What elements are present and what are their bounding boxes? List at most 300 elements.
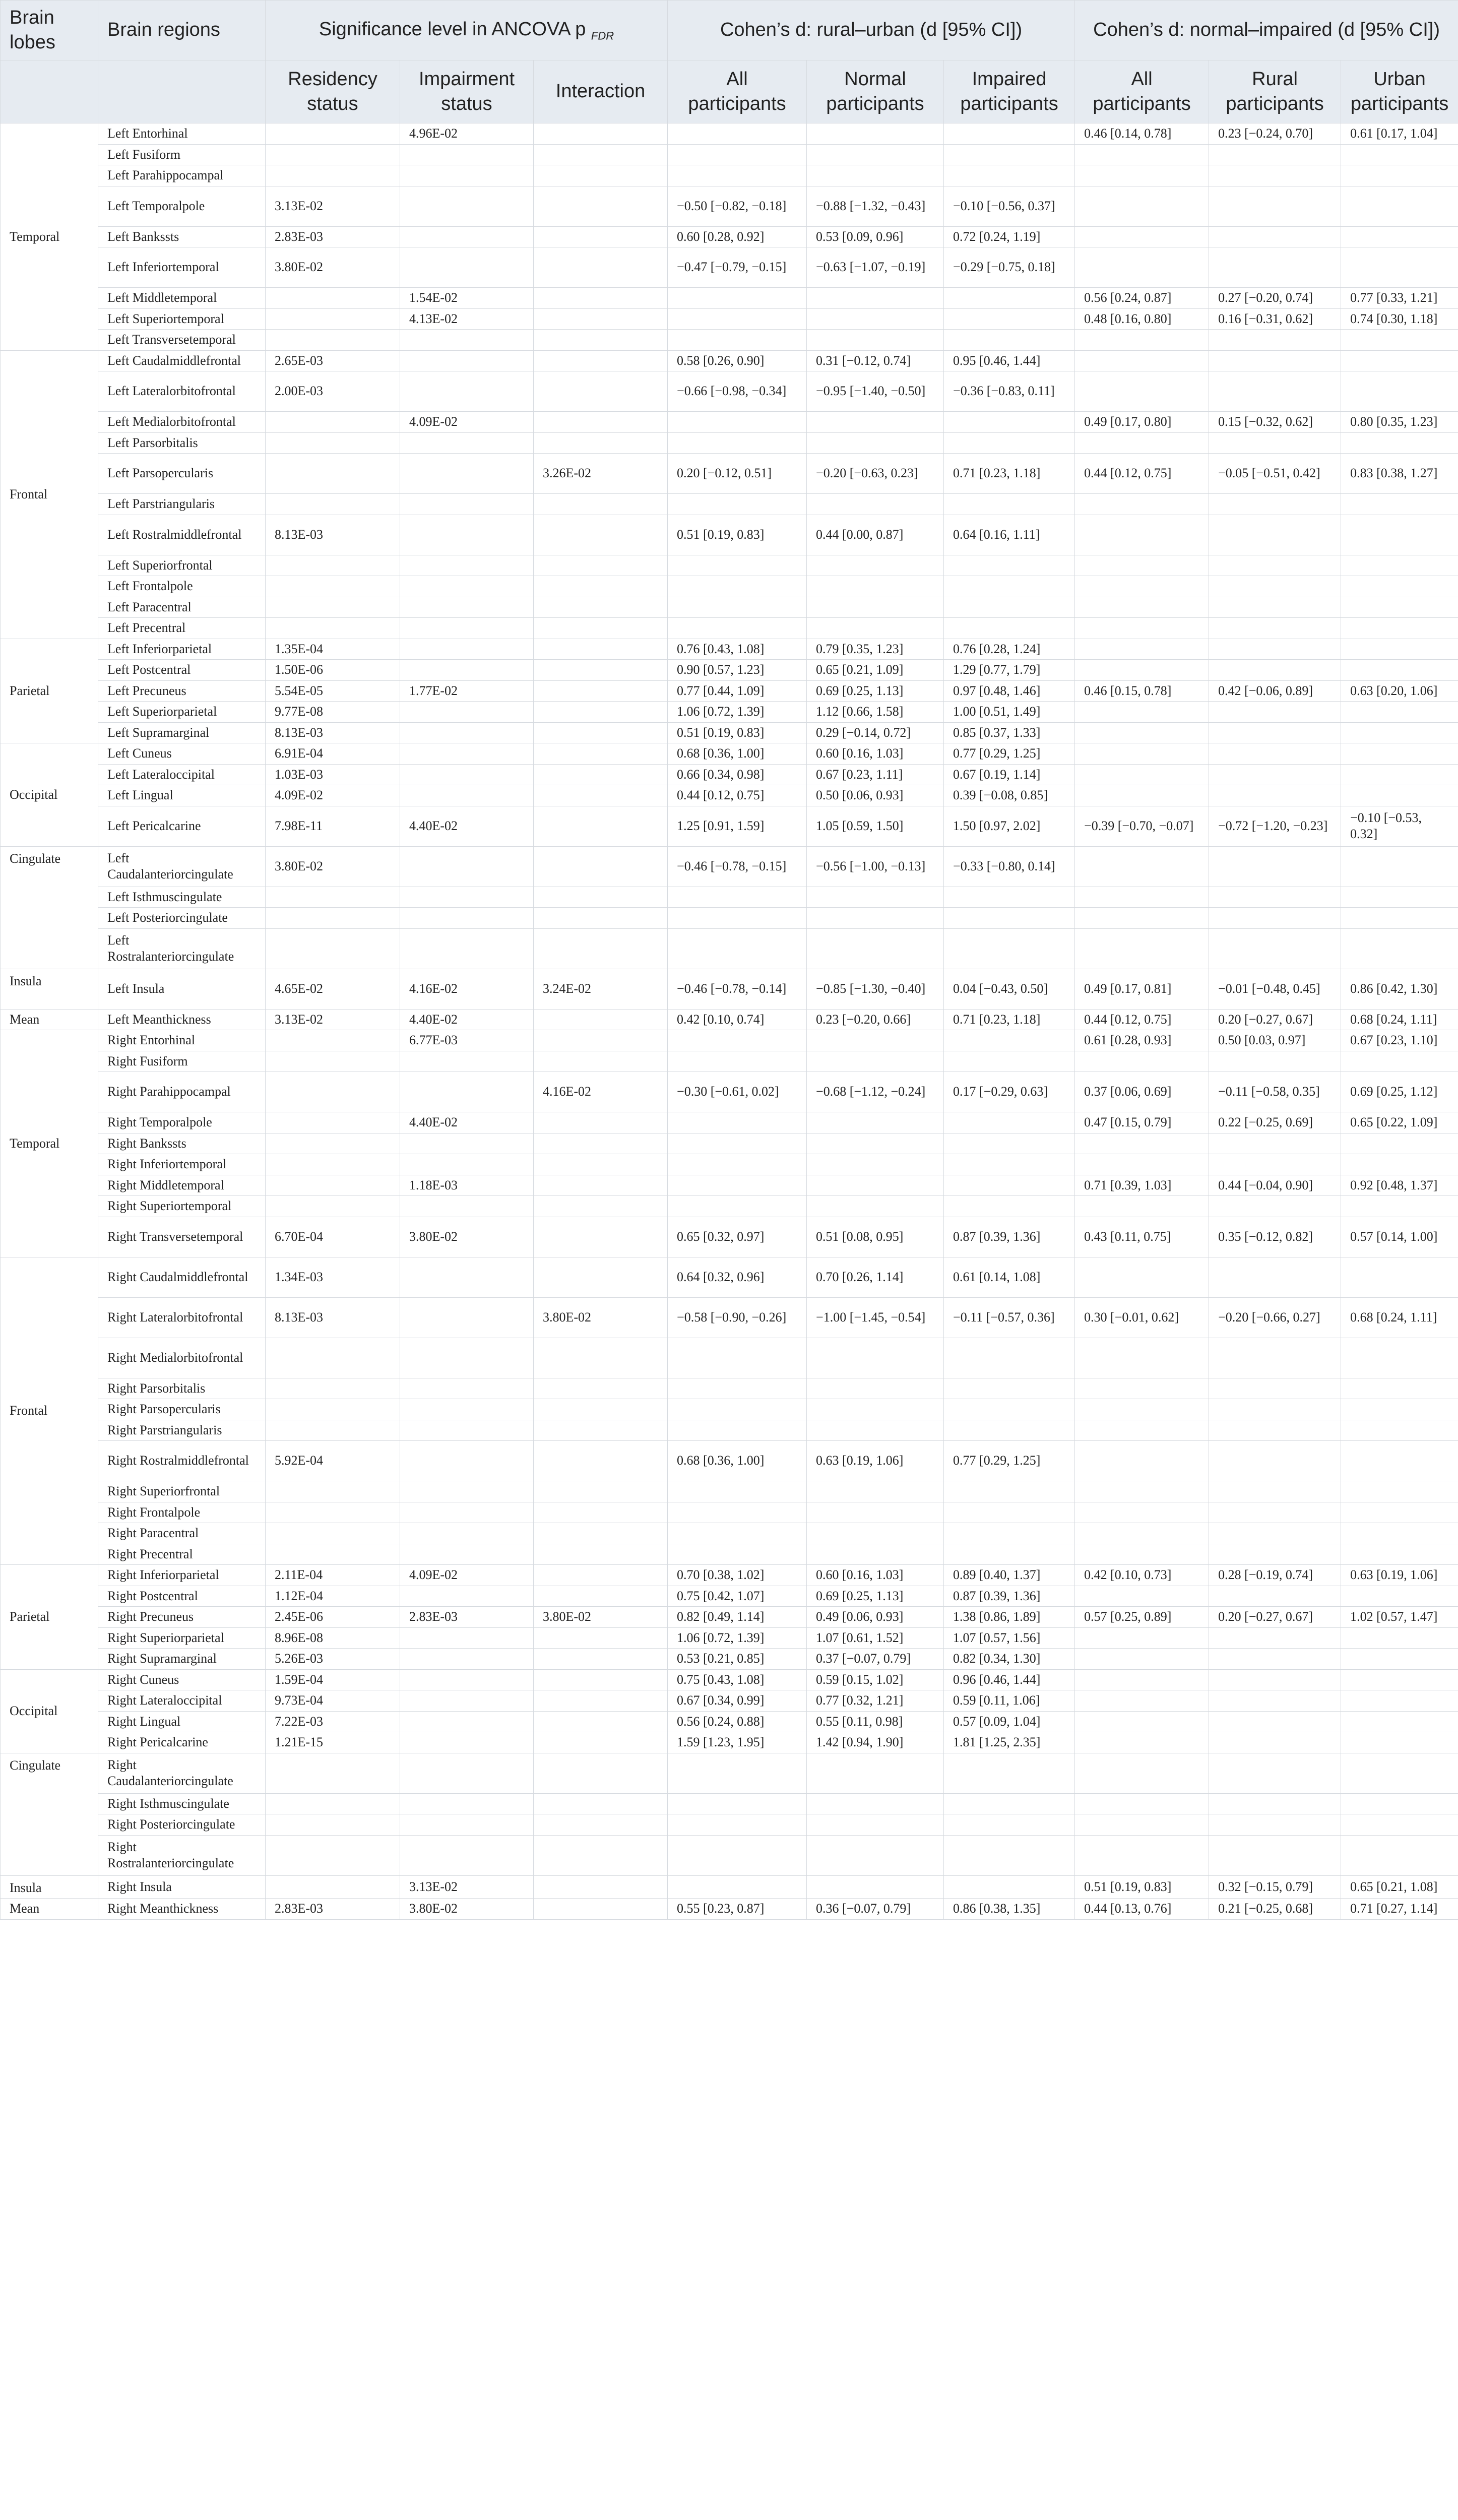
interaction-cell xyxy=(534,1399,668,1420)
all-normal-impaired-cell xyxy=(1075,702,1209,723)
rural-cell xyxy=(1209,722,1341,743)
interaction-cell: 3.80E-02 xyxy=(534,1607,668,1628)
impairment-cell: 4.09E-02 xyxy=(400,412,534,433)
all-rural-urban-cell xyxy=(668,1030,807,1051)
all-normal-impaired-cell xyxy=(1075,576,1209,597)
rural-cell: 0.15 [−0.32, 0.62] xyxy=(1209,412,1341,433)
urban-cell xyxy=(1341,494,1458,515)
all-rural-urban-cell: 0.68 [0.36, 1.00] xyxy=(668,743,807,765)
impairment-cell xyxy=(400,1378,534,1399)
region-cell: Right Isthmuscingulate xyxy=(98,1793,266,1814)
table-row xyxy=(1,1133,1458,1154)
residency-cell xyxy=(266,1481,400,1502)
normal-cell: −0.56 [−1.00, −0.13] xyxy=(807,846,944,887)
rural-cell xyxy=(1209,846,1341,887)
all-normal-impaired-cell xyxy=(1075,743,1209,765)
interaction-cell xyxy=(534,1338,668,1378)
lobe-cell: Occipital xyxy=(1,743,98,847)
table-row xyxy=(1,639,1458,660)
urban-cell xyxy=(1341,350,1458,371)
all-normal-impaired-cell xyxy=(1075,1133,1209,1154)
rural-cell xyxy=(1209,1154,1341,1175)
all-rural-urban-cell: −0.66 [−0.98, −0.34] xyxy=(668,371,807,412)
impaired-cell xyxy=(944,494,1075,515)
urban-cell xyxy=(1341,702,1458,723)
urban-cell: 0.69 [0.25, 1.12] xyxy=(1341,1072,1458,1112)
residency-cell xyxy=(266,454,400,494)
interaction-cell xyxy=(534,1502,668,1523)
region-cell: Right Transversetemporal xyxy=(98,1217,266,1257)
all-normal-impaired-cell: 0.48 [0.16, 0.80] xyxy=(1075,308,1209,330)
rural-cell xyxy=(1209,764,1341,785)
all-normal-impaired-cell xyxy=(1075,1378,1209,1399)
impaired-cell xyxy=(944,1175,1075,1196)
residency-cell: 2.83E-03 xyxy=(266,226,400,247)
region-cell: Left Postcentral xyxy=(98,660,266,681)
impaired-cell xyxy=(944,432,1075,454)
urban-cell: 0.71 [0.27, 1.14] xyxy=(1341,1899,1458,1920)
normal-cell: 0.50 [0.06, 0.93] xyxy=(807,785,944,806)
impairment-cell xyxy=(400,722,534,743)
table-row xyxy=(1,515,1458,555)
all-normal-impaired-cell xyxy=(1075,639,1209,660)
normal-cell: 0.51 [0.08, 0.95] xyxy=(807,1217,944,1257)
all-rural-urban-cell xyxy=(668,308,807,330)
rural-cell xyxy=(1209,928,1341,969)
region-cell: Left Inferiorparietal xyxy=(98,639,266,660)
impaired-cell: 0.95 [0.46, 1.44] xyxy=(944,350,1075,371)
residency-cell xyxy=(266,412,400,433)
region-cell: Right Caudalmiddlefrontal xyxy=(98,1257,266,1297)
all-rural-urban-cell xyxy=(668,494,807,515)
rural-cell xyxy=(1209,743,1341,765)
impaired-cell: 0.59 [0.11, 1.06] xyxy=(944,1690,1075,1712)
region-cell: Left Fusiform xyxy=(98,144,266,165)
impairment-cell: 3.80E-02 xyxy=(400,1899,534,1920)
interaction-cell xyxy=(534,764,668,785)
impairment-cell xyxy=(400,1051,534,1072)
table-row xyxy=(1,1257,1458,1297)
urban-cell: 0.61 [0.17, 1.04] xyxy=(1341,123,1458,145)
impairment-cell: 1.54E-02 xyxy=(400,288,534,309)
interaction-cell xyxy=(534,412,668,433)
region-cell: Right Supramarginal xyxy=(98,1649,266,1670)
rural-cell xyxy=(1209,186,1341,226)
impairment-cell xyxy=(400,1835,534,1875)
table-row xyxy=(1,1814,1458,1836)
impaired-cell: −0.10 [−0.56, 0.37] xyxy=(944,186,1075,226)
impaired-cell: 0.97 [0.48, 1.46] xyxy=(944,680,1075,702)
normal-cell xyxy=(807,165,944,186)
region-cell: Right Cuneus xyxy=(98,1669,266,1690)
all-rural-urban-cell: 0.58 [0.26, 0.90] xyxy=(668,350,807,371)
impaired-cell xyxy=(944,887,1075,908)
rural-cell xyxy=(1209,350,1341,371)
table-row xyxy=(1,165,1458,186)
impaired-cell xyxy=(944,1133,1075,1154)
interaction-cell xyxy=(534,887,668,908)
region-cell: Left Supramarginal xyxy=(98,722,266,743)
normal-cell: 0.60 [0.16, 1.03] xyxy=(807,743,944,765)
urban-cell: 0.63 [0.19, 1.06] xyxy=(1341,1565,1458,1586)
impairment-cell xyxy=(400,1711,534,1732)
all-rural-urban-cell xyxy=(668,1399,807,1420)
normal-cell: 0.77 [0.32, 1.21] xyxy=(807,1690,944,1712)
all-rural-urban-cell xyxy=(668,1481,807,1502)
table-row xyxy=(1,1154,1458,1175)
table-row xyxy=(1,1565,1458,1586)
impaired-cell xyxy=(944,1338,1075,1378)
urban-cell xyxy=(1341,639,1458,660)
interaction-cell: 4.16E-02 xyxy=(534,1072,668,1112)
region-cell: Left Inferiortemporal xyxy=(98,247,266,288)
lobe-cell: Parietal xyxy=(1,1565,98,1670)
all-rural-urban-cell xyxy=(668,330,807,351)
normal-cell: 0.63 [0.19, 1.06] xyxy=(807,1441,944,1481)
residency-cell: 1.12E-04 xyxy=(266,1586,400,1607)
impairment-cell: 6.77E-03 xyxy=(400,1030,534,1051)
table-row xyxy=(1,1607,1458,1628)
all-rural-urban-cell xyxy=(668,576,807,597)
residency-cell: 2.00E-03 xyxy=(266,371,400,412)
urban-cell xyxy=(1341,165,1458,186)
rural-cell xyxy=(1209,597,1341,618)
all-normal-impaired-cell xyxy=(1075,1502,1209,1523)
region-cell: Left Frontalpole xyxy=(98,576,266,597)
all-rural-urban-cell xyxy=(668,412,807,433)
table-row xyxy=(1,1009,1458,1030)
normal-cell xyxy=(807,1544,944,1565)
all-normal-impaired-cell xyxy=(1075,1793,1209,1814)
residency-cell xyxy=(266,1154,400,1175)
rural-cell xyxy=(1209,1835,1341,1875)
all-rural-urban-cell: 1.25 [0.91, 1.59] xyxy=(668,806,807,846)
impairment-cell xyxy=(400,432,534,454)
table-row xyxy=(1,702,1458,723)
header-residency: Residency status xyxy=(266,60,400,123)
normal-cell xyxy=(807,1154,944,1175)
urban-cell xyxy=(1341,660,1458,681)
normal-cell: 0.60 [0.16, 1.03] xyxy=(807,1565,944,1586)
all-normal-impaired-cell xyxy=(1075,1154,1209,1175)
normal-cell: 0.31 [−0.12, 0.74] xyxy=(807,350,944,371)
urban-cell xyxy=(1341,1669,1458,1690)
interaction-cell xyxy=(534,1175,668,1196)
impaired-cell: 0.77 [0.29, 1.25] xyxy=(944,743,1075,765)
urban-cell xyxy=(1341,1133,1458,1154)
all-normal-impaired-cell xyxy=(1075,1814,1209,1836)
urban-cell xyxy=(1341,743,1458,765)
all-normal-impaired-cell: 0.37 [0.06, 0.69] xyxy=(1075,1072,1209,1112)
residency-cell xyxy=(266,1051,400,1072)
impaired-cell: 0.67 [0.19, 1.14] xyxy=(944,764,1075,785)
all-normal-impaired-cell: 0.56 [0.24, 0.87] xyxy=(1075,288,1209,309)
interaction-cell xyxy=(534,123,668,145)
normal-cell xyxy=(807,597,944,618)
normal-cell xyxy=(807,123,944,145)
residency-cell: 4.09E-02 xyxy=(266,785,400,806)
region-cell: Left Middletemporal xyxy=(98,288,266,309)
interaction-cell xyxy=(534,1523,668,1544)
all-normal-impaired-cell xyxy=(1075,186,1209,226)
impairment-cell xyxy=(400,144,534,165)
impaired-cell: 0.89 [0.40, 1.37] xyxy=(944,1565,1075,1586)
impairment-cell xyxy=(400,887,534,908)
region-cell: Left Medialorbitofrontal xyxy=(98,412,266,433)
urban-cell: 0.68 [0.24, 1.11] xyxy=(1341,1297,1458,1338)
impaired-cell: 1.38 [0.86, 1.89] xyxy=(944,1607,1075,1628)
all-rural-urban-cell: 1.59 [1.23, 1.95] xyxy=(668,1732,807,1753)
table-row xyxy=(1,288,1458,309)
all-normal-impaired-cell: 0.30 [−0.01, 0.62] xyxy=(1075,1297,1209,1338)
region-cell: Right Superiorparietal xyxy=(98,1627,266,1649)
all-rural-urban-cell xyxy=(668,618,807,639)
normal-cell: 1.12 [0.66, 1.58] xyxy=(807,702,944,723)
interaction-cell xyxy=(534,785,668,806)
residency-cell: 3.80E-02 xyxy=(266,247,400,288)
impairment-cell xyxy=(400,1441,534,1481)
impaired-cell xyxy=(944,1753,1075,1793)
impairment-cell xyxy=(400,1297,534,1338)
normal-cell xyxy=(807,412,944,433)
table-row xyxy=(1,887,1458,908)
interaction-cell xyxy=(534,1420,668,1441)
normal-cell xyxy=(807,330,944,351)
residency-cell xyxy=(266,1875,400,1899)
rural-cell xyxy=(1209,1338,1341,1378)
residency-cell xyxy=(266,1399,400,1420)
region-cell: Right Superiortemporal xyxy=(98,1196,266,1217)
urban-cell xyxy=(1341,1051,1458,1072)
region-cell: Left Insula xyxy=(98,969,266,1009)
table-row xyxy=(1,1899,1458,1920)
impaired-cell xyxy=(944,1112,1075,1133)
all-rural-urban-cell: 0.90 [0.57, 1.23] xyxy=(668,660,807,681)
region-cell: Right Insula xyxy=(98,1875,266,1899)
impairment-cell xyxy=(400,1154,534,1175)
header-brain-regions: Brain regions xyxy=(98,1,266,60)
urban-cell xyxy=(1341,1196,1458,1217)
urban-cell xyxy=(1341,722,1458,743)
rural-cell xyxy=(1209,1523,1341,1544)
region-cell: Left Parstriangularis xyxy=(98,494,266,515)
region-cell: Left Bankssts xyxy=(98,226,266,247)
all-normal-impaired-cell xyxy=(1075,494,1209,515)
region-cell: Left Entorhinal xyxy=(98,123,266,145)
header-all-participants-2: All participants xyxy=(1075,60,1209,123)
normal-cell: −0.20 [−0.63, 0.23] xyxy=(807,454,944,494)
table-row xyxy=(1,1711,1458,1732)
all-normal-impaired-cell xyxy=(1075,226,1209,247)
region-cell: Left Lingual xyxy=(98,785,266,806)
region-cell: Left Parsopercularis xyxy=(98,454,266,494)
impaired-cell: 0.76 [0.28, 1.24] xyxy=(944,639,1075,660)
interaction-cell xyxy=(534,1875,668,1899)
region-cell: Right Rostralmiddlefrontal xyxy=(98,1441,266,1481)
table-row xyxy=(1,680,1458,702)
all-normal-impaired-cell xyxy=(1075,618,1209,639)
urban-cell xyxy=(1341,371,1458,412)
all-rural-urban-cell: 0.77 [0.44, 1.09] xyxy=(668,680,807,702)
region-cell: Right Lateraloccipital xyxy=(98,1690,266,1712)
table-row xyxy=(1,764,1458,785)
normal-cell xyxy=(807,1175,944,1196)
impairment-cell xyxy=(400,1257,534,1297)
all-normal-impaired-cell xyxy=(1075,1732,1209,1753)
rural-cell xyxy=(1209,1257,1341,1297)
impairment-cell xyxy=(400,702,534,723)
urban-cell xyxy=(1341,1338,1458,1378)
all-normal-impaired-cell xyxy=(1075,908,1209,929)
normal-cell: 0.23 [−0.20, 0.66] xyxy=(807,1009,944,1030)
all-normal-impaired-cell xyxy=(1075,1586,1209,1607)
impaired-cell xyxy=(944,288,1075,309)
all-rural-urban-cell xyxy=(668,1196,807,1217)
rural-cell xyxy=(1209,576,1341,597)
residency-cell xyxy=(266,1420,400,1441)
residency-cell xyxy=(266,928,400,969)
interaction-cell xyxy=(534,165,668,186)
urban-cell xyxy=(1341,1523,1458,1544)
urban-cell xyxy=(1341,785,1458,806)
table-row xyxy=(1,1875,1458,1899)
interaction-cell xyxy=(534,555,668,576)
region-cell: Right Entorhinal xyxy=(98,1030,266,1051)
all-rural-urban-cell xyxy=(668,887,807,908)
urban-cell xyxy=(1341,618,1458,639)
impairment-cell xyxy=(400,1523,534,1544)
impaired-cell xyxy=(944,1481,1075,1502)
interaction-cell xyxy=(534,1030,668,1051)
normal-cell xyxy=(807,432,944,454)
impairment-cell: 2.83E-03 xyxy=(400,1607,534,1628)
all-rural-urban-cell xyxy=(668,1753,807,1793)
residency-cell xyxy=(266,1175,400,1196)
interaction-cell xyxy=(534,515,668,555)
normal-cell xyxy=(807,494,944,515)
table-body xyxy=(1,123,1458,1920)
rural-cell xyxy=(1209,702,1341,723)
normal-cell xyxy=(807,1112,944,1133)
residency-cell: 8.13E-03 xyxy=(266,722,400,743)
urban-cell xyxy=(1341,1711,1458,1732)
interaction-cell xyxy=(534,702,668,723)
region-cell: Right Postcentral xyxy=(98,1586,266,1607)
interaction-cell xyxy=(534,494,668,515)
rural-cell xyxy=(1209,226,1341,247)
impairment-cell xyxy=(400,908,534,929)
rural-cell: −0.11 [−0.58, 0.35] xyxy=(1209,1072,1341,1112)
residency-cell: 7.98E-11 xyxy=(266,806,400,846)
residency-cell xyxy=(266,618,400,639)
residency-cell: 1.21E-15 xyxy=(266,1732,400,1753)
lobe-cell: Mean xyxy=(1,1009,98,1030)
lobe-cell: Cingulate xyxy=(1,1753,98,1875)
table-row xyxy=(1,555,1458,576)
impaired-cell: 0.71 [0.23, 1.18] xyxy=(944,454,1075,494)
all-normal-impaired-cell xyxy=(1075,928,1209,969)
table-row xyxy=(1,123,1458,145)
table-row xyxy=(1,1297,1458,1338)
urban-cell xyxy=(1341,1835,1458,1875)
lobe-cell: Temporal xyxy=(1,123,98,351)
all-rural-urban-cell xyxy=(668,1420,807,1441)
interaction-cell xyxy=(534,1378,668,1399)
header-impairment: Impairment status xyxy=(400,60,534,123)
all-rural-urban-cell xyxy=(668,1793,807,1814)
rural-cell: 0.22 [−0.25, 0.69] xyxy=(1209,1112,1341,1133)
all-normal-impaired-cell: 0.49 [0.17, 0.81] xyxy=(1075,969,1209,1009)
residency-cell xyxy=(266,1133,400,1154)
impairment-cell xyxy=(400,1814,534,1836)
urban-cell xyxy=(1341,1753,1458,1793)
table-row xyxy=(1,1627,1458,1649)
urban-cell xyxy=(1341,1502,1458,1523)
urban-cell xyxy=(1341,1544,1458,1565)
urban-cell: 0.77 [0.33, 1.21] xyxy=(1341,288,1458,309)
impairment-cell xyxy=(400,1133,534,1154)
rural-cell: 0.42 [−0.06, 0.89] xyxy=(1209,680,1341,702)
all-normal-impaired-cell: 0.43 [0.11, 0.75] xyxy=(1075,1217,1209,1257)
rural-cell xyxy=(1209,330,1341,351)
impaired-cell xyxy=(944,165,1075,186)
interaction-cell xyxy=(534,639,668,660)
urban-cell: 0.68 [0.24, 1.11] xyxy=(1341,1009,1458,1030)
region-cell: Left Paracentral xyxy=(98,597,266,618)
table-header xyxy=(1,1,1458,123)
normal-cell xyxy=(807,1835,944,1875)
normal-cell: 0.44 [0.00, 0.87] xyxy=(807,515,944,555)
rural-cell xyxy=(1209,660,1341,681)
table-row xyxy=(1,1441,1458,1481)
impaired-cell xyxy=(944,1502,1075,1523)
rural-cell xyxy=(1209,618,1341,639)
interaction-cell xyxy=(534,1154,668,1175)
interaction-cell xyxy=(534,1544,668,1565)
impaired-cell xyxy=(944,144,1075,165)
impairment-cell xyxy=(400,330,534,351)
all-rural-urban-cell xyxy=(668,1544,807,1565)
residency-cell xyxy=(266,1338,400,1378)
rural-cell xyxy=(1209,1669,1341,1690)
residency-cell xyxy=(266,1378,400,1399)
impaired-cell xyxy=(944,1523,1075,1544)
table-row xyxy=(1,1112,1458,1133)
normal-cell: 0.29 [−0.14, 0.72] xyxy=(807,722,944,743)
interaction-cell xyxy=(534,247,668,288)
impairment-cell xyxy=(400,743,534,765)
interaction-cell: 3.26E-02 xyxy=(534,454,668,494)
table-row xyxy=(1,1544,1458,1565)
interaction-cell xyxy=(534,1133,668,1154)
all-rural-urban-cell xyxy=(668,1133,807,1154)
header-all-participants-1: All participants xyxy=(668,60,807,123)
all-rural-urban-cell xyxy=(668,144,807,165)
urban-cell: 0.65 [0.21, 1.08] xyxy=(1341,1875,1458,1899)
region-cell: Left Rostralmiddlefrontal xyxy=(98,515,266,555)
interaction-cell xyxy=(534,1627,668,1649)
residency-cell xyxy=(266,576,400,597)
all-normal-impaired-cell xyxy=(1075,330,1209,351)
rural-cell xyxy=(1209,555,1341,576)
impairment-cell: 4.96E-02 xyxy=(400,123,534,145)
residency-cell: 7.22E-03 xyxy=(266,1711,400,1732)
rural-cell xyxy=(1209,432,1341,454)
impaired-cell xyxy=(944,412,1075,433)
normal-cell xyxy=(807,1420,944,1441)
rural-cell xyxy=(1209,1481,1341,1502)
impairment-cell: 3.13E-02 xyxy=(400,1875,534,1899)
